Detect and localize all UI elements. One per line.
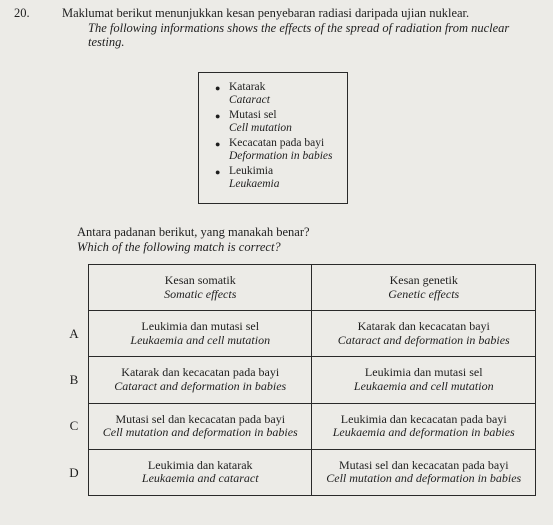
option-row-a[interactable] [60,311,536,357]
genetic-cell: Mutasi sel dan kecacatan pada bayi Cell mutation and deformation in babies [312,449,536,495]
effect-label-english: Cell mutation [229,121,292,134]
effect-label-english: Cataract [229,93,270,106]
effect-item [213,81,347,106]
table-header-row [60,265,536,311]
bullet-icon: ● [215,139,221,149]
question-number: 20. [14,6,30,20]
somatic-cell: Leukimia dan mutasi sel Leukaemia and cell mutation [89,311,312,357]
effect-label-malay: Mutasi sel [229,109,277,121]
option-letter[interactable]: A [69,326,79,342]
effect-label-malay: Kecacatan pada bayi [229,137,325,149]
somatic-cell: Mutasi sel dan kecacatan pada bayi Cell mutation and deformation in babies [89,403,312,449]
prompt-malay: Antara padanan berikut, yang manakah benar? [77,225,310,239]
bullet-icon: ● [215,83,221,93]
effect-item [213,137,347,162]
prompt-english: Which of the following match is correct? [77,240,281,254]
option-row-b[interactable] [60,357,536,403]
somatic-cell: Katarak dan kecacatan pada bayi Cataract and deformation in babies [89,357,312,403]
bullet-icon: ● [215,167,221,177]
effect-item [213,165,347,190]
genetic-cell: Leukimia dan mutasi sel Leukaemia and cell mutation [312,357,536,403]
option-row-c[interactable] [60,403,536,449]
option-letter[interactable]: C [69,418,79,434]
option-letter[interactable]: D [69,464,79,480]
bullet-icon: ● [215,111,221,121]
somatic-cell: Leukimia dan katarak Leukaemia and cataract [89,449,312,495]
header-genetic: Kesan genetik Genetic effects [312,265,536,311]
genetic-cell: Katarak dan kecacatan bayi Cataract and deformation in babies [312,311,536,357]
header-somatic: Kesan somatik Somatic effects [89,265,312,311]
question-text-malay: Maklumat berikut menunjukkan kesan penyebaran radiasi daripada ujian nuklear. [62,6,470,20]
option-letter[interactable]: B [69,372,79,388]
question-text-english: The following informations shows the effects of the spread of radiation from nuclear testing. [88,21,510,49]
effect-label-malay: Katarak [229,81,266,93]
header-spacer [60,265,89,311]
option-row-d[interactable] [60,449,536,495]
genetic-cell: Leukimia dan kecacatan pada bayi Leukaemia and deformation in babies [312,403,536,449]
effects-box [198,72,348,204]
effect-label-english: Leukaemia [229,177,280,190]
effect-label-malay: Leukimia [229,165,274,177]
effect-item [213,109,347,134]
effect-label-english: Deformation in babies [229,149,333,162]
options-table [60,264,536,496]
